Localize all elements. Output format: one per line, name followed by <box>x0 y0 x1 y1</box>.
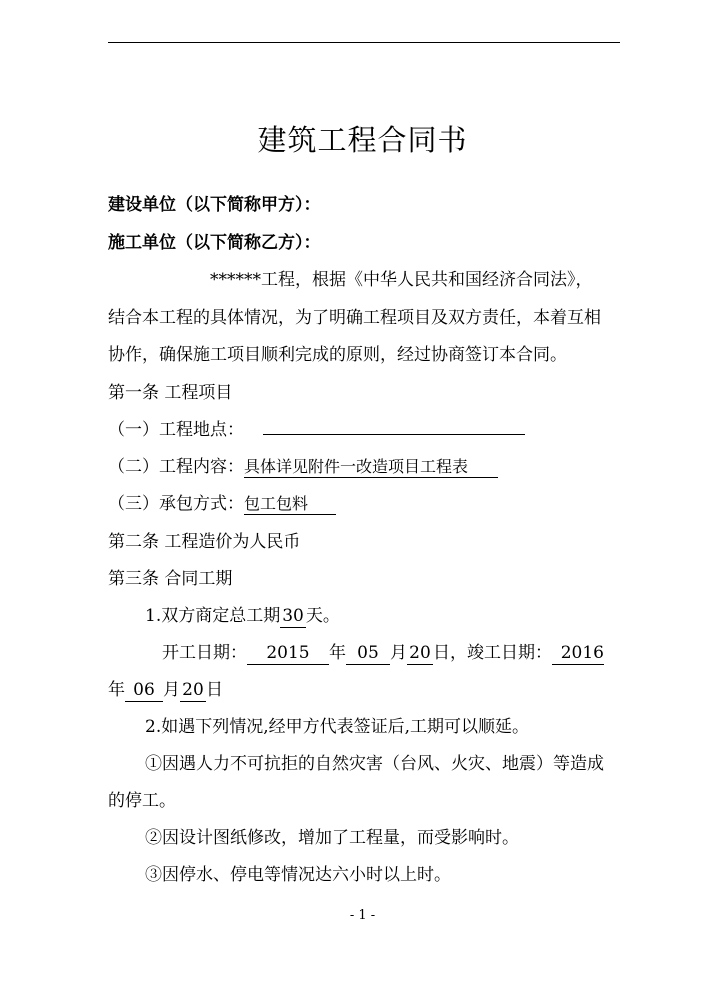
party-b-line: 施工单位（以下简称乙方）： <box>108 233 321 253</box>
condition-2: ②因设计图纸修改，增加了工程量，而受影响时。 <box>145 828 519 848</box>
condition-3: ③因停水、停电等情况达六小时以上时。 <box>145 865 451 885</box>
start-day-unit: 日， <box>433 643 467 663</box>
location-row <box>108 418 525 442</box>
article-3-heading: 第三条 合同工期 <box>108 569 233 589</box>
total-duration-row <box>145 604 340 628</box>
method-row <box>108 492 336 516</box>
start-month-unit: 月 <box>390 643 407 663</box>
location-label: （一）工程地点： <box>108 420 244 440</box>
article-2-heading: 第二条 工程造价为人民币 <box>108 532 301 552</box>
condition-1-line-1: ①因遇人力不可抗拒的自然灾害（台风、火灾、地震）等造成 <box>145 754 604 774</box>
intro-line-2: 结合本工程的具体情况，为了明确工程项目及双方责任，本着互相 <box>108 308 601 328</box>
start-day-value: 20 <box>407 643 433 665</box>
end-date-label: 竣工日期： <box>467 643 552 663</box>
content-row <box>108 455 498 479</box>
end-year-unit: 年 <box>108 680 125 700</box>
content-value: 具体详见附件一改造项目工程表 <box>244 456 498 478</box>
total-duration-suffix: 天。 <box>305 606 340 626</box>
intro-line-3: 协作，确保施工项目顺利完成的原则，经过协商签订本合同。 <box>108 345 567 365</box>
total-duration-prefix: 1.双方商定总工期 <box>145 606 281 626</box>
start-year-value: 2015 <box>247 643 329 665</box>
start-month-value: 05 <box>346 643 390 665</box>
content-label: （二）工程内容： <box>108 457 244 477</box>
method-label: （三）承包方式： <box>108 494 244 514</box>
extension-clause: 2.如遇下列情况,经甲方代表签证后,工期可以顺延。 <box>145 717 530 737</box>
end-day-value: 20 <box>180 680 206 702</box>
document-title: 建筑工程合同书 <box>257 123 468 157</box>
intro-line-1: ******工程，根据《中华人民共和国经济合同法》， <box>210 270 593 290</box>
article-1-heading: 第一条 工程项目 <box>108 383 233 403</box>
method-value: 包工包料 <box>244 493 336 515</box>
party-a-line: 建设单位（以下简称甲方）： <box>108 195 321 215</box>
start-date-label: 开工日期： <box>162 643 247 663</box>
page-number: - 1 - <box>349 908 376 923</box>
end-month-value: 06 <box>125 680 163 702</box>
condition-1-line-2: 的停工。 <box>108 791 176 811</box>
end-date-continued <box>108 678 223 702</box>
header-rule <box>108 42 620 43</box>
dates-row <box>162 641 604 665</box>
location-blank <box>263 434 525 435</box>
total-days-value: 30 <box>282 606 304 626</box>
end-month-unit: 月 <box>163 680 180 700</box>
end-year-value: 2016 <box>552 643 604 665</box>
end-day-unit: 日 <box>206 680 223 700</box>
start-year-unit: 年 <box>329 643 346 663</box>
